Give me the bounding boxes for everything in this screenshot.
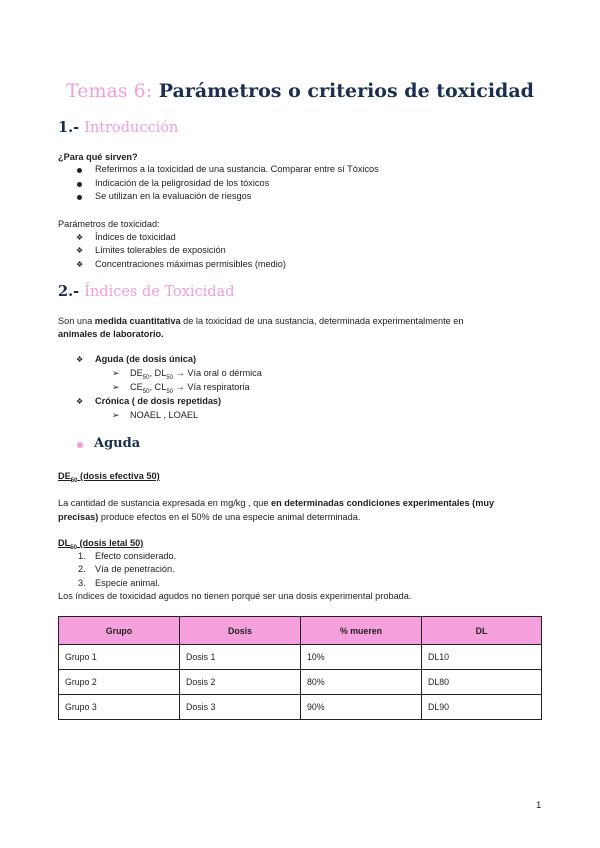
diamond-bullet-icon: ❖: [76, 355, 84, 364]
de50-label: DE: [58, 471, 71, 481]
dl50-rest: (dosis letal 50): [76, 538, 144, 548]
list-number: 2.: [78, 564, 86, 574]
table-header-cell: Dosis: [180, 617, 301, 645]
diamond-bullet-icon: ❖: [76, 233, 84, 242]
table-header-row: [59, 617, 542, 645]
diamond-bullet-icon: ❖: [76, 246, 84, 255]
bullet-dot: [77, 168, 82, 173]
title-prefix: Temas 6:: [66, 80, 153, 102]
index-name: CE: [130, 382, 143, 392]
route-text: Vía oral o dérmica: [187, 368, 262, 378]
diamond-bullet-icon: ❖: [76, 397, 84, 406]
param-item: Índices de toxicidad: [95, 232, 176, 242]
arrow-bullet-icon: ➢: [112, 382, 120, 392]
index-sub: 50: [166, 374, 173, 381]
table-header-cell: DL: [422, 617, 542, 645]
toxicity-table: [58, 616, 542, 720]
table-cell: Grupo 3: [59, 695, 180, 720]
table-row: [59, 645, 542, 670]
section-2-heading: [58, 283, 235, 300]
dl50-list-item: Vía de penetración.: [95, 564, 175, 574]
index-sub: 50: [142, 374, 150, 381]
index-name: , DL: [149, 368, 167, 378]
section-2-title: Índices de Toxicidad: [84, 284, 235, 300]
table-cell: DL80: [422, 670, 542, 695]
param-item: Concentraciones máximas permisibles (medio): [95, 259, 286, 269]
section-2-number: 2.-: [58, 283, 80, 300]
de50-heading: [58, 470, 160, 488]
pink-bullet-icon: [77, 442, 83, 448]
section-1-title: Introducción: [84, 120, 179, 136]
param-item: Límites tolerables de exposición: [95, 245, 226, 255]
title-main: Parámetros o criterios de toxicidad: [158, 80, 534, 102]
section-1-heading: [58, 119, 178, 136]
table-cell: Grupo 2: [59, 670, 180, 695]
diamond-bullet-icon: ❖: [76, 260, 84, 269]
page-number: 1: [536, 800, 542, 811]
table-row: [59, 670, 542, 695]
aguda-heading: Aguda: [94, 436, 141, 451]
de50-text: produce efectos en el 50% de una especie animal determinada.: [98, 512, 361, 522]
intro-bold: medida cuantitativa: [94, 316, 181, 326]
de50-text-line-1: [58, 497, 494, 511]
bullet-dot: [77, 195, 82, 200]
table-cell: 80%: [301, 670, 422, 695]
index-name: , CL: [149, 382, 167, 392]
question-text: ¿Para qué sirven?: [58, 152, 138, 162]
de50-text-bold: en determinadas condiciones experimentales (muy: [271, 498, 495, 508]
route-text: Vía respiratoria: [187, 382, 250, 392]
table-row: [59, 695, 542, 720]
bullet-item: Indicación de la peligrosidad de los tóxicos: [95, 178, 270, 188]
arrow-bullet-icon: ➢: [112, 368, 120, 378]
table-cell: Dosis 1: [180, 645, 301, 670]
index-sub: 50: [142, 388, 150, 395]
section-1-number: 1.-: [58, 119, 80, 136]
de50-text-line-2: [58, 511, 360, 525]
table-cell: 10%: [301, 645, 422, 670]
table-cell: Dosis 2: [180, 670, 301, 695]
bullet-item: Referirnos a la toxicidad de una sustancia. Comparar entre sí Tóxicos: [95, 164, 379, 174]
de50-sub: 50: [70, 477, 78, 484]
aguda-label: Aguda (de dosis única): [95, 354, 197, 364]
de50-rest: (dosis efectiva 50): [77, 471, 160, 481]
table-header-cell: % mueren: [301, 617, 422, 645]
intro-text: Son una: [58, 316, 95, 326]
table-cell: Dosis 3: [180, 695, 301, 720]
page-title: [0, 80, 600, 102]
list-number: 3.: [78, 578, 86, 588]
table-cell: Grupo 1: [59, 645, 180, 670]
cronica-item: NOAEL , LOAEL: [130, 410, 199, 420]
intro-line-2: animales de laboratorio.: [58, 329, 164, 339]
dl50-label: DL: [58, 538, 71, 548]
arrow-icon: →: [175, 368, 185, 378]
intro-line-1: [58, 315, 464, 329]
de50-text-bold: precisas): [58, 512, 99, 522]
dl50-sub: 50: [70, 544, 77, 551]
index-sub: 50: [166, 388, 173, 395]
bullet-dot: [77, 182, 82, 187]
bullet-item: Se utilizan en la evaluación de riesgos: [95, 191, 252, 201]
de50-text: La cantidad de sustancia expresada en mg/kg , que: [58, 498, 271, 508]
table-cell: DL90: [422, 695, 542, 720]
dl50-list-item: Especie animal.: [95, 578, 160, 588]
cronica-label: Crónica ( de dosis repetidas): [95, 396, 222, 406]
note-text: Los índices de toxicidad agudos no tienen porqué ser una dosis experimental probada.: [58, 591, 412, 601]
table-cell: DL10: [422, 645, 542, 670]
arrow-bullet-icon: ➢: [112, 410, 120, 420]
table-header-cell: Grupo: [59, 617, 180, 645]
list-number: 1.: [78, 551, 86, 561]
arrow-icon: →: [175, 382, 185, 392]
dl50-list-item: Efecto considerado.: [95, 551, 177, 561]
params-label: Parámetros de toxicidad:: [58, 219, 160, 229]
intro-text: de la toxicidad de una sustancia, determinada experimentalmente en: [180, 316, 464, 326]
table-cell: 90%: [301, 695, 422, 720]
index-name: DE: [130, 368, 143, 378]
